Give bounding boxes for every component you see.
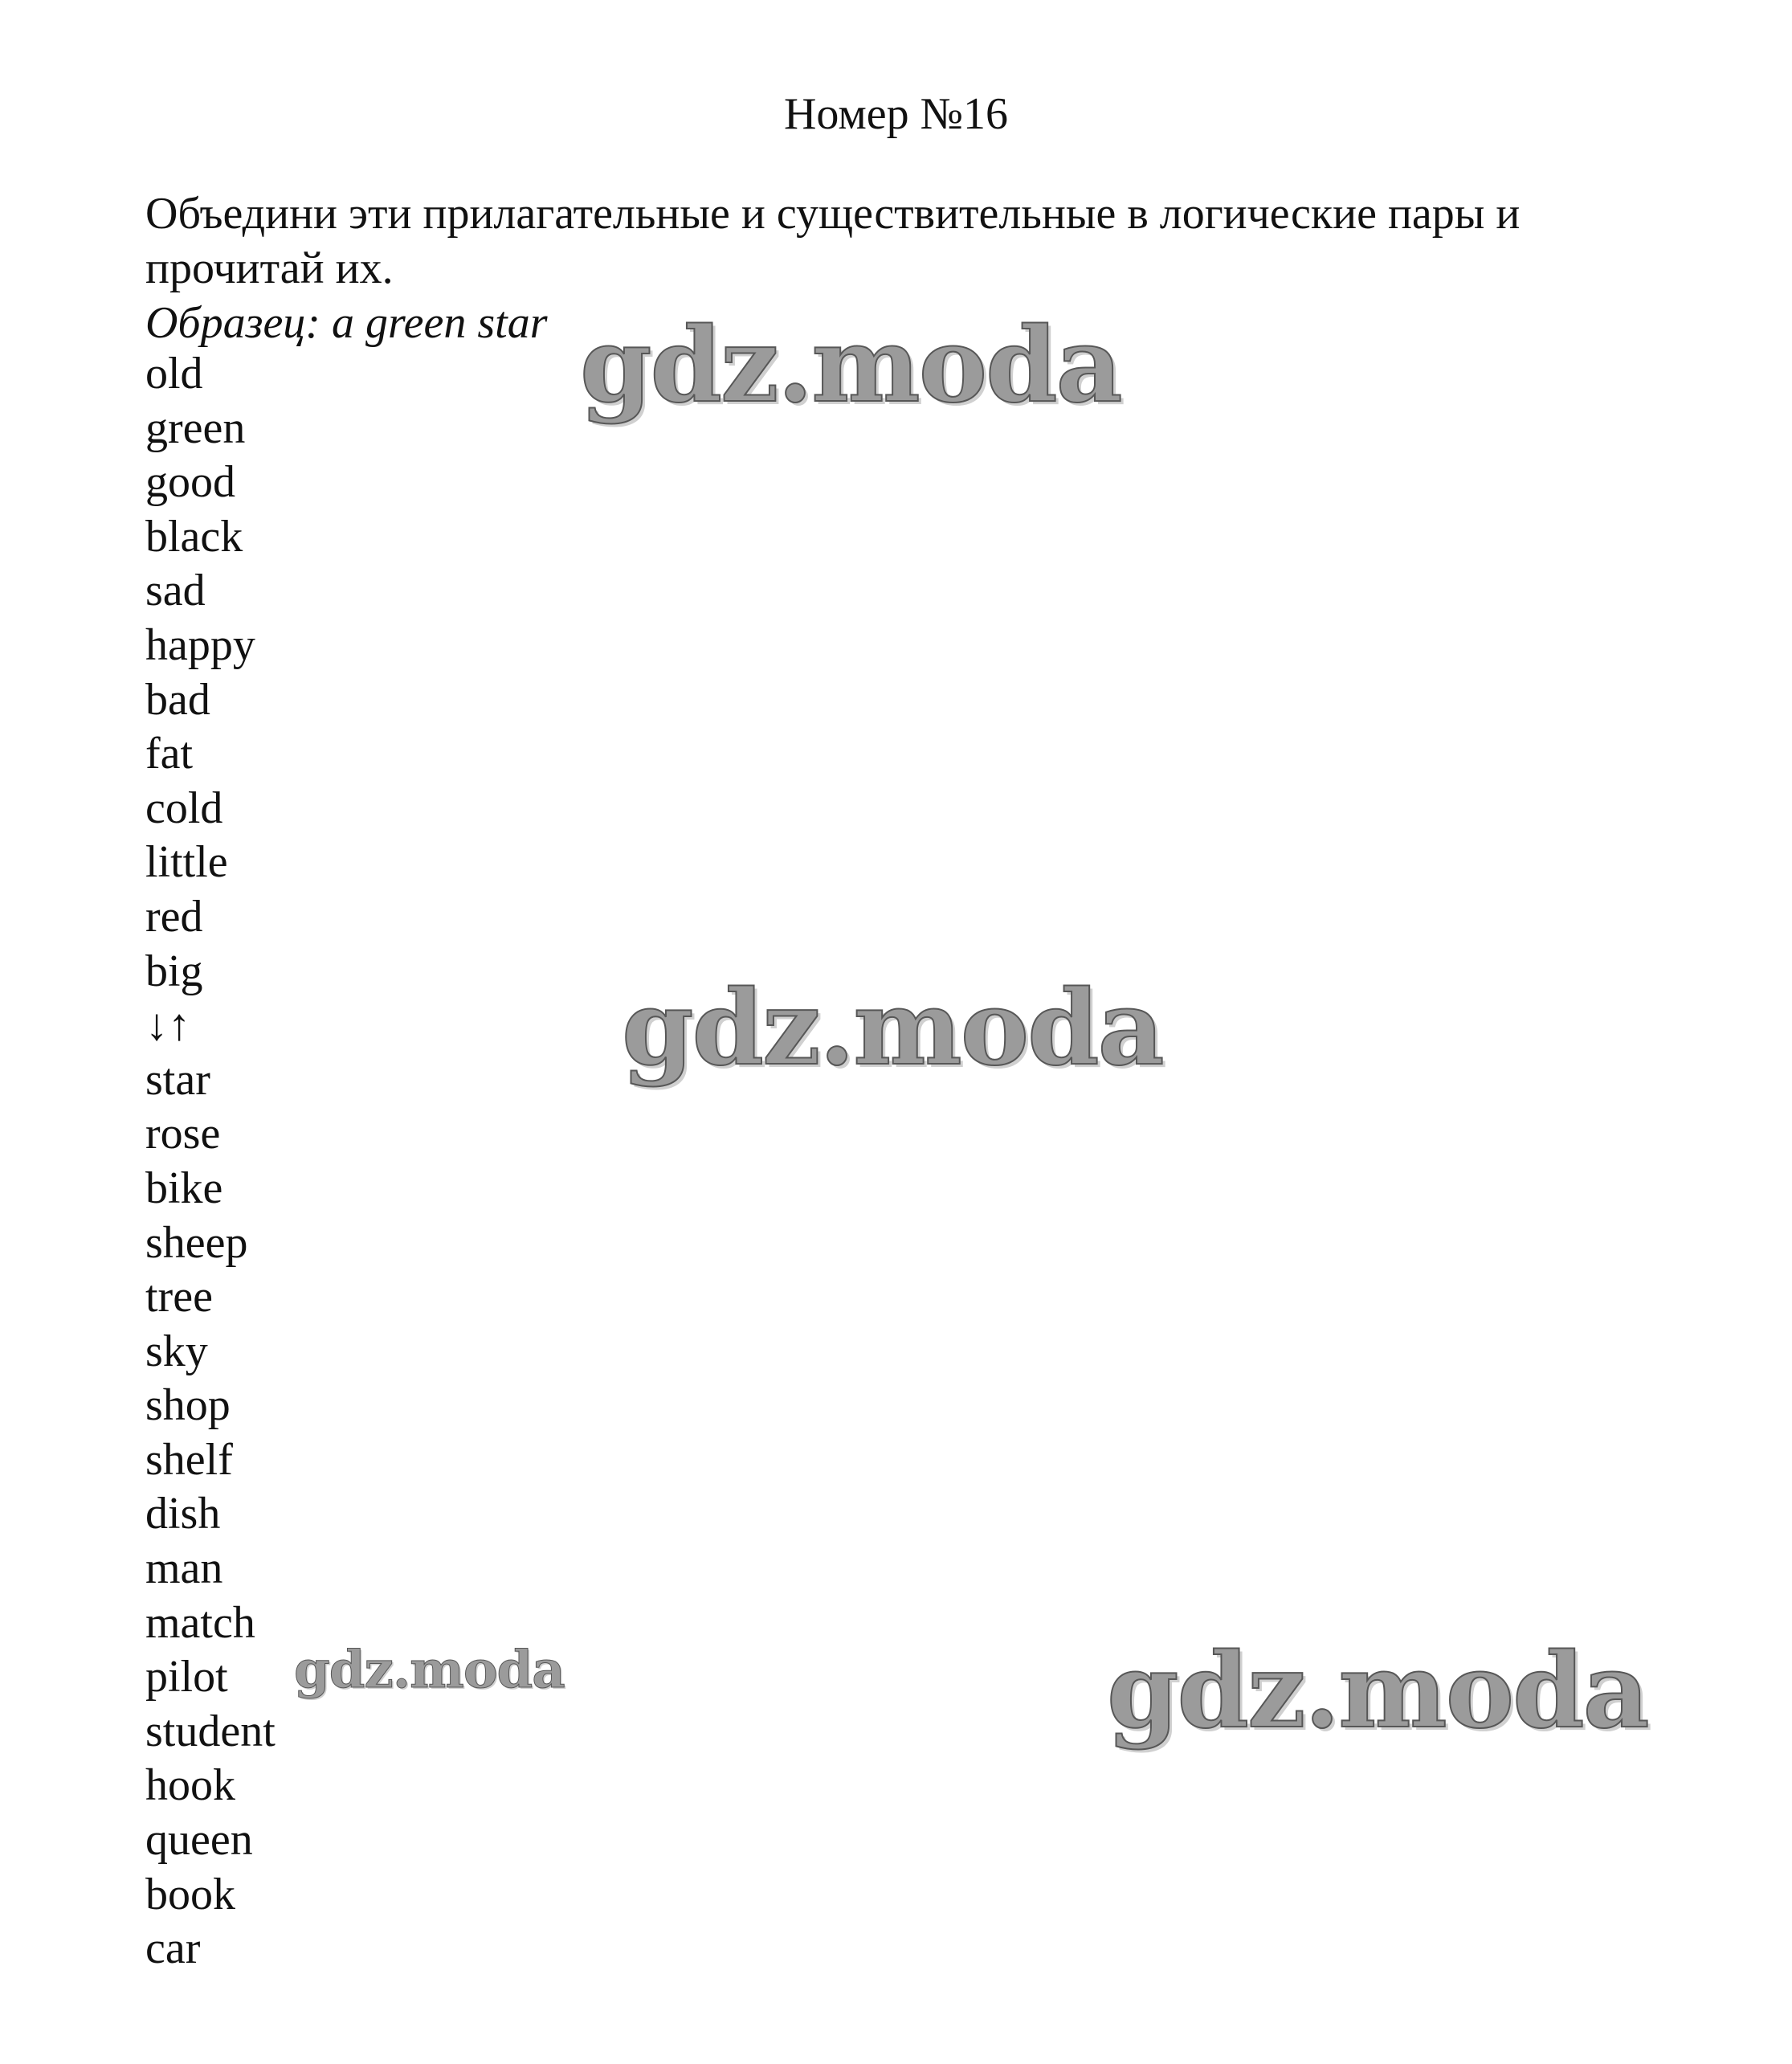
noun-item: dish [145, 1489, 221, 1539]
adjective-item: sad [145, 566, 206, 616]
noun-item: hook [145, 1760, 235, 1811]
task-instruction: Объедини эти прилагательные и существительные в логические пары и прочитай их. [145, 189, 1521, 293]
noun-item: man [145, 1543, 223, 1594]
noun-item: sheep [145, 1217, 248, 1268]
noun-item: pilot [145, 1652, 228, 1702]
adjective-item: green [145, 403, 246, 453]
noun-item: tree [145, 1272, 213, 1322]
adjective-item: black [145, 511, 243, 562]
adjective-item: cold [145, 783, 223, 833]
word-list [145, 347, 276, 1976]
noun-item: car [145, 1923, 201, 1974]
page-title: Номер №16 [783, 89, 1009, 139]
noun-item: shelf [145, 1434, 233, 1485]
noun-item: rose [145, 1109, 221, 1159]
sample-answer: Образец: a green star [145, 298, 548, 348]
noun-item: shop [145, 1380, 231, 1431]
adjective-item: bad [145, 674, 210, 725]
noun-item: student [145, 1706, 276, 1756]
watermark: gdz.moda [294, 1640, 565, 1700]
arrows-separator: ↓↑ [145, 1000, 190, 1051]
noun-item: sky [145, 1326, 208, 1376]
noun-item: queen [145, 1815, 253, 1866]
adjective-item: old [145, 349, 203, 398]
adjective-item: happy [145, 619, 255, 670]
adjective-item: red [145, 891, 203, 942]
watermark: gdz.moda [580, 305, 1121, 426]
noun-item: star [145, 1054, 210, 1105]
adjective-item: good [145, 457, 235, 508]
noun-item: book [145, 1869, 235, 1919]
noun-item: bike [145, 1163, 223, 1213]
watermark: gdz.moda [622, 968, 1163, 1089]
adjective-item: big [145, 946, 203, 996]
noun-item: match [145, 1597, 255, 1648]
watermark: gdz.moda [1107, 1631, 1648, 1751]
adjective-item: little [145, 837, 228, 888]
adjective-item: fat [145, 729, 194, 779]
